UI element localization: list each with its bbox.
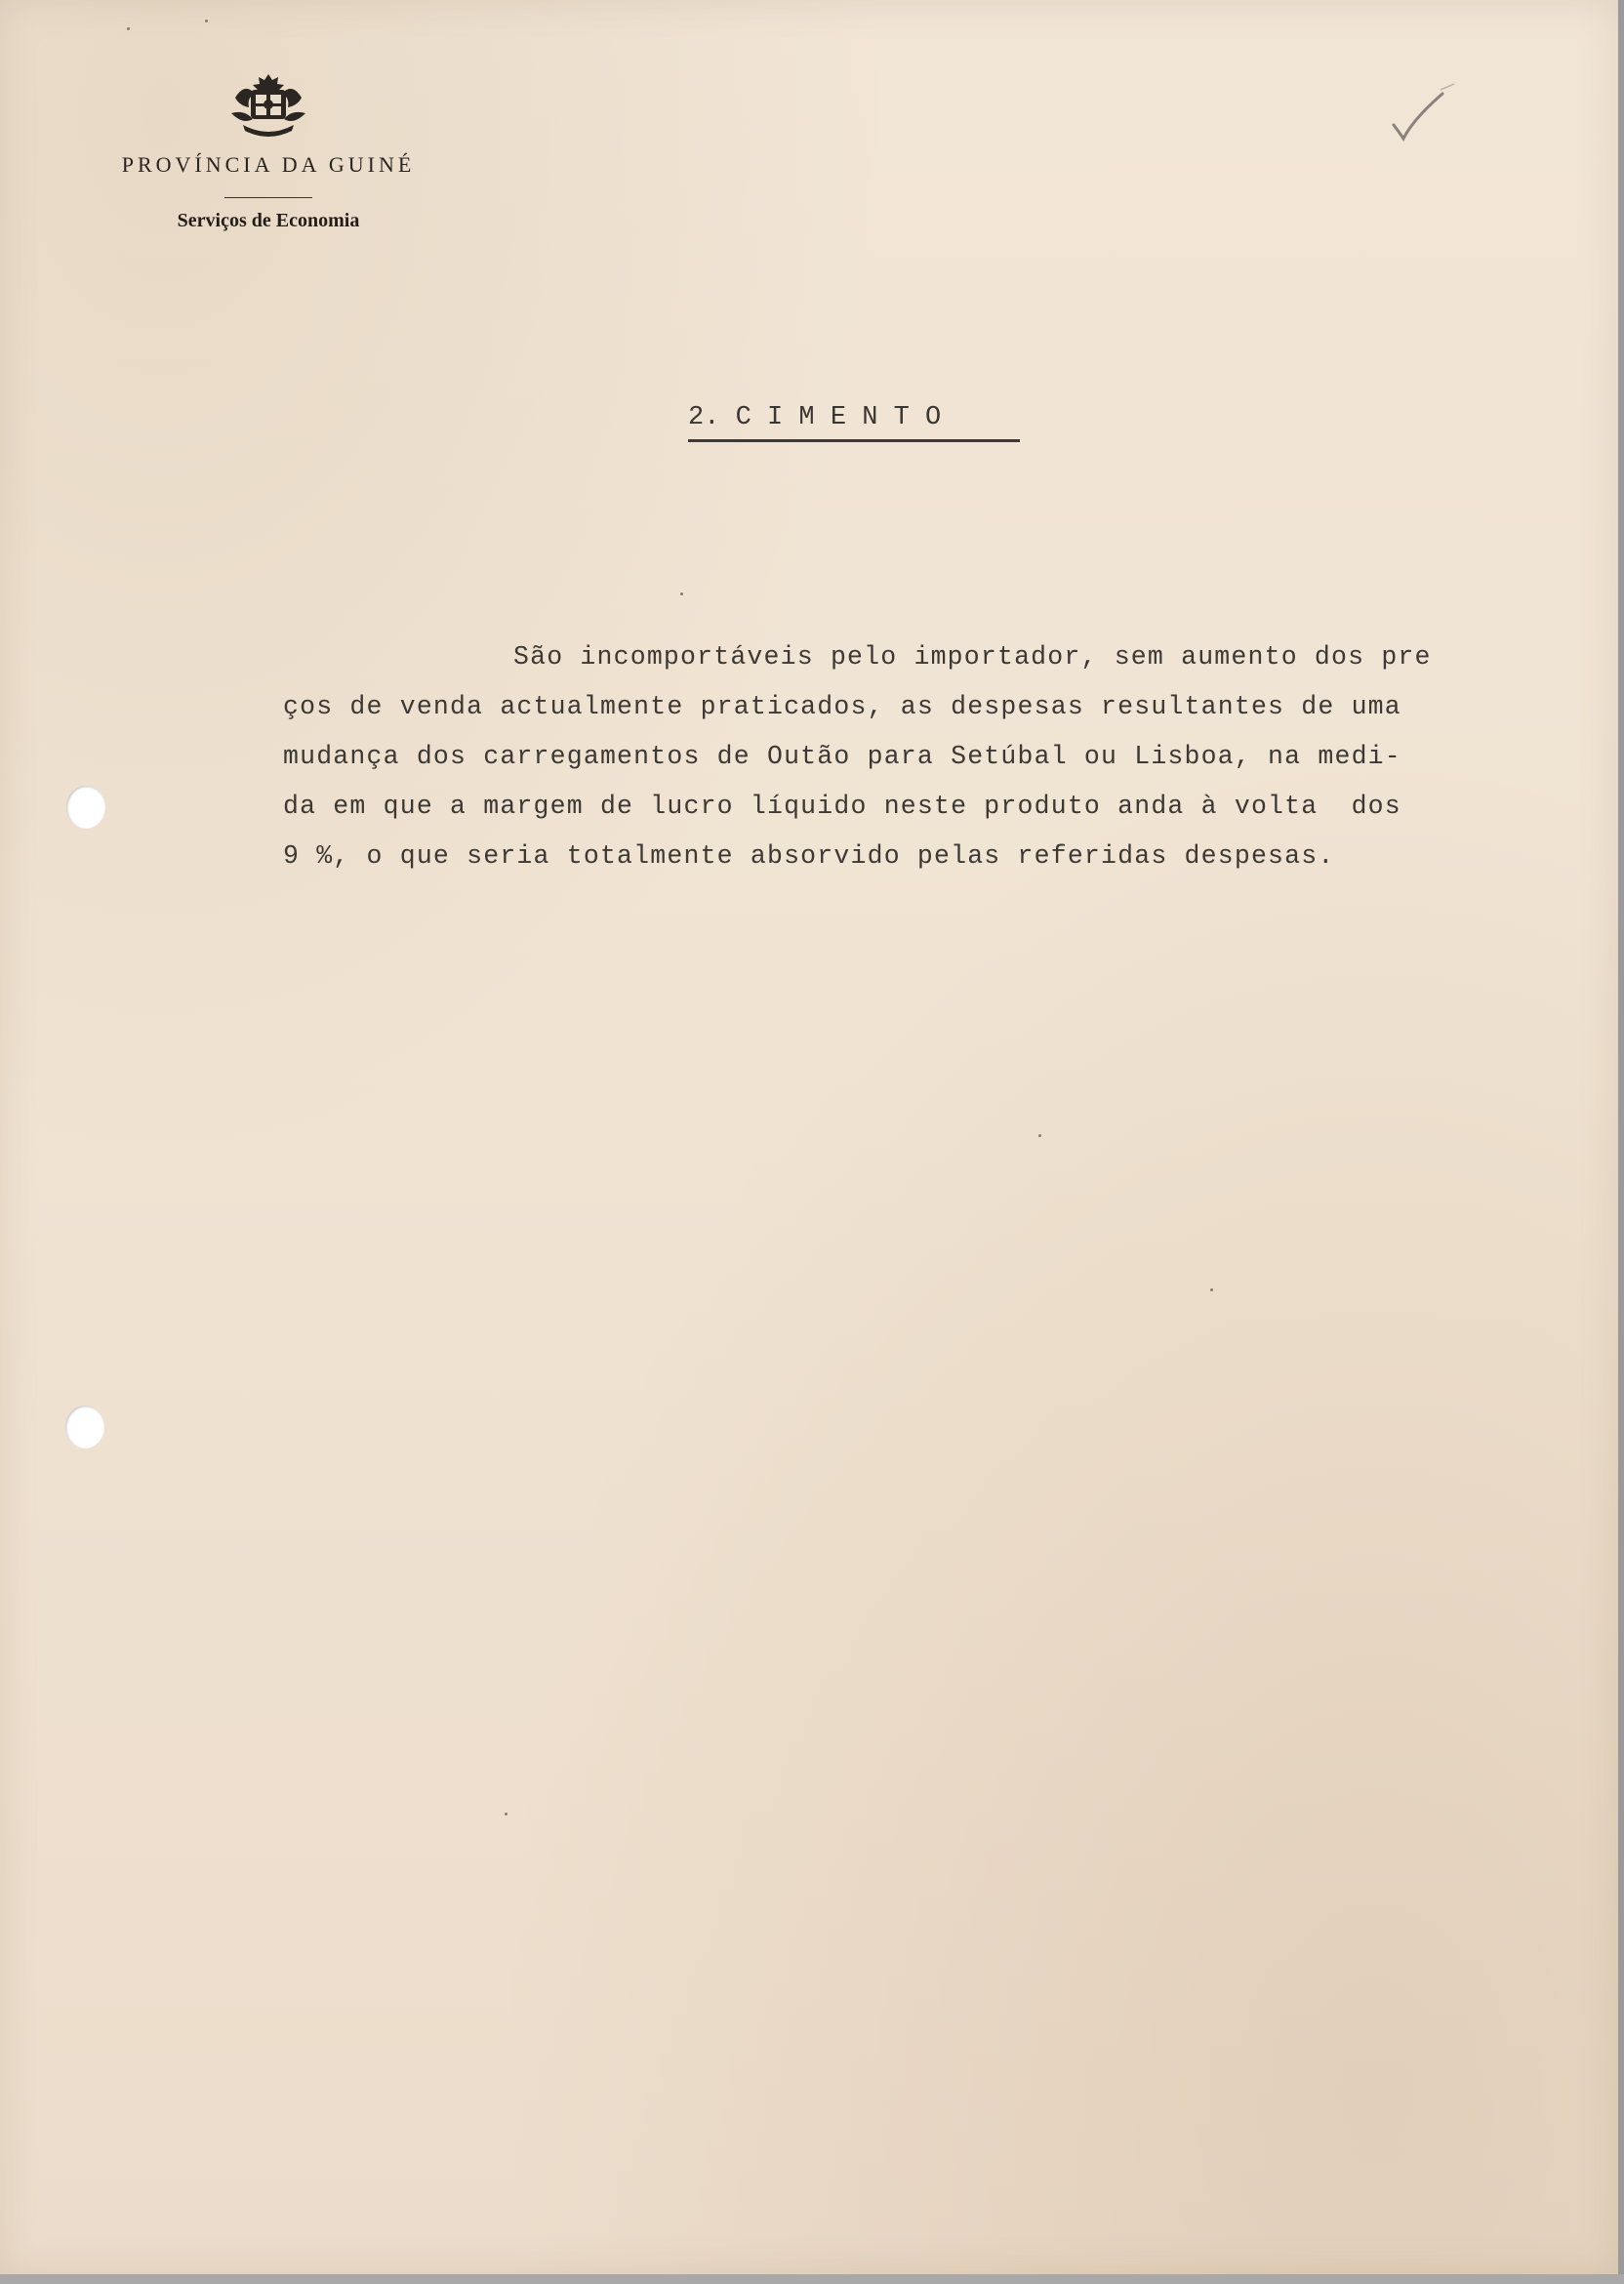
coat-of-arms-icon — [222, 68, 315, 143]
letterhead — [68, 68, 468, 232]
service-name: Serviços de Economia — [177, 210, 360, 231]
paragraph-line — [283, 632, 1571, 682]
page-edge — [1618, 0, 1624, 2284]
body-paragraph — [283, 632, 1571, 881]
section-title-underline — [688, 439, 1020, 442]
section-title: 2. C I M E N T O — [688, 403, 942, 432]
paper-speck — [1210, 1288, 1213, 1291]
page-bottom-edge — [0, 2274, 1624, 2284]
paper-speck — [680, 592, 683, 595]
province-name: PROVÍNCIA DA GUINÉ — [121, 152, 416, 177]
paragraph-line: ços de venda actualmente praticados, as despesas resultantes de uma — [283, 692, 1401, 721]
paper-speck — [1038, 1134, 1041, 1137]
punch-hole-icon — [66, 786, 105, 829]
punch-hole-icon — [65, 1406, 104, 1448]
checkmark-icon — [1386, 82, 1464, 150]
paper-speck — [127, 27, 130, 30]
paragraph-line: mudança dos carregamentos de Outão para Setúbal ou Lisboa, na medi- — [283, 742, 1401, 771]
paragraph-line: da em que a margem de lucro líquido neste produto anda à volta dos — [283, 792, 1401, 821]
paragraph-line: 9 %, o que seria totalmente absorvido pelas referidas despesas. — [283, 841, 1335, 871]
paper-speck — [205, 20, 208, 22]
letterhead-divider — [224, 197, 312, 198]
paper-speck — [505, 1813, 508, 1815]
paragraph-line-text: São incomportáveis pelo importador, sem aumento dos pre — [513, 642, 1432, 672]
